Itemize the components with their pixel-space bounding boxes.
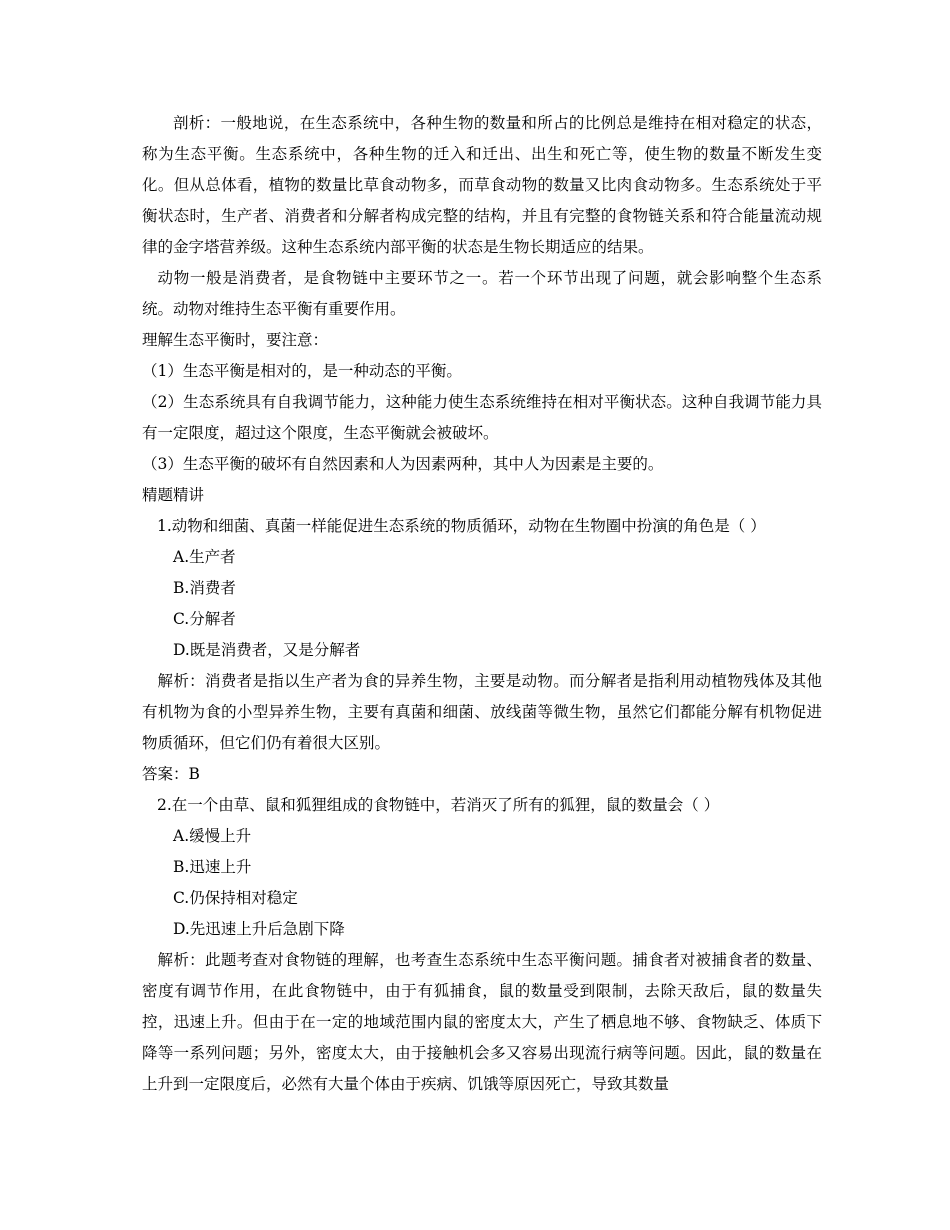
question-1-option-b: B.消费者 — [173, 579, 236, 597]
question-1-answer: 答案：B — [142, 765, 200, 783]
question-1-stem: 1.动物和细菌、真菌一样能促进生态系统的物质循环，动物在生物圈中扮演的角色是（ ） — [157, 517, 766, 535]
question-2-option-d: D.先迅速上升后急剧下降 — [173, 920, 345, 938]
document-body — [142, 108, 822, 1100]
question-2-option-b: B.迅速上升 — [173, 858, 252, 876]
question-1-option-c: C.分解者 — [173, 610, 236, 628]
note-item-2: （2）生态系统具有自我调节能力，这种能力使生态系统维持在相对平衡状态。这种自我调节能力具有一定限度，超过这个限度，生态平衡就会被破坏。 — [142, 393, 822, 442]
animal-role-paragraph: 动物一般是消费者，是食物链中主要环节之一。若一个环节出现了问题，就会影响整个生态系统。动物对维持生态平衡有重要作用。 — [142, 269, 822, 318]
note-item-3: （3）生态平衡的破坏有自然因素和人为因素两种，其中人为因素是主要的。 — [142, 455, 664, 473]
notes-heading: 理解生态平衡时，要注意： — [142, 331, 329, 349]
question-2-option-c: C.仍保持相对稳定 — [173, 889, 298, 907]
question-2-analysis: 解析：此题考查对食物链的理解，也考查生态系统中生态平衡问题。捕食者对被捕食者的数量、密度有调节作用，在此食物链中，由于有狐捕食，鼠的数量受到限制，去除天敌后，鼠的数量失控，迅速上升。但由于在一定的地域范围内鼠的密度太大，产生了栖息地不够、食物缺乏、体质下降等一系列问题；另外，密度太大，由于接触机会多又容易出现流行病等问题。因此，鼠的数量在上升到一定限度后，必然有大量个体由于疾病、饥饿等原因死亡，导致其数量 — [142, 951, 822, 1093]
note-item-1: （1）生态平衡是相对的，是一种动态的平衡。 — [142, 362, 462, 380]
analysis-paragraph-ecological-balance: 剖析：一般地说，在生态系统中，各种生物的数量和所占的比例总是维持在相对稳定的状态，称为生态平衡。生态系统中，各种生物的迁入和迁出、出生和死亡等，使生物的数量不断发生变化。但从总体看，植物的数量比草食动物多，而草食动物的数量又比肉食动物多。生态系统处于平衡状态时，生产者、消费者和分解者构成完整的结构，并且有完整的食物链关系和符合能量流动规律的金字塔营养级。这种生态系统内部平衡的状态是生物长期适应的结果。 — [142, 114, 822, 256]
question-1-analysis: 解析：消费者是指以生产者为食的异养生物，主要是动物。而分解者是指利用动植物残体及其他有机物为食的小型异养生物，主要有真菌和细菌、放线菌等微生物，虽然它们都能分解有机物促进物质循环，但它们仍有着很大区别。 — [142, 672, 822, 752]
question-1 — [142, 511, 822, 790]
question-1-option-d: D.既是消费者，又是分解者 — [173, 641, 361, 659]
question-2-option-a: A.缓慢上升 — [173, 827, 252, 845]
question-2-stem: 2.在一个由草、鼠和狐狸组成的食物链中，若消灭了所有的狐狸，鼠的数量会（ ） — [157, 796, 720, 814]
question-2 — [142, 790, 822, 1100]
section-title: 精题精讲 — [142, 486, 205, 504]
question-1-option-a: A.生产者 — [173, 548, 236, 566]
